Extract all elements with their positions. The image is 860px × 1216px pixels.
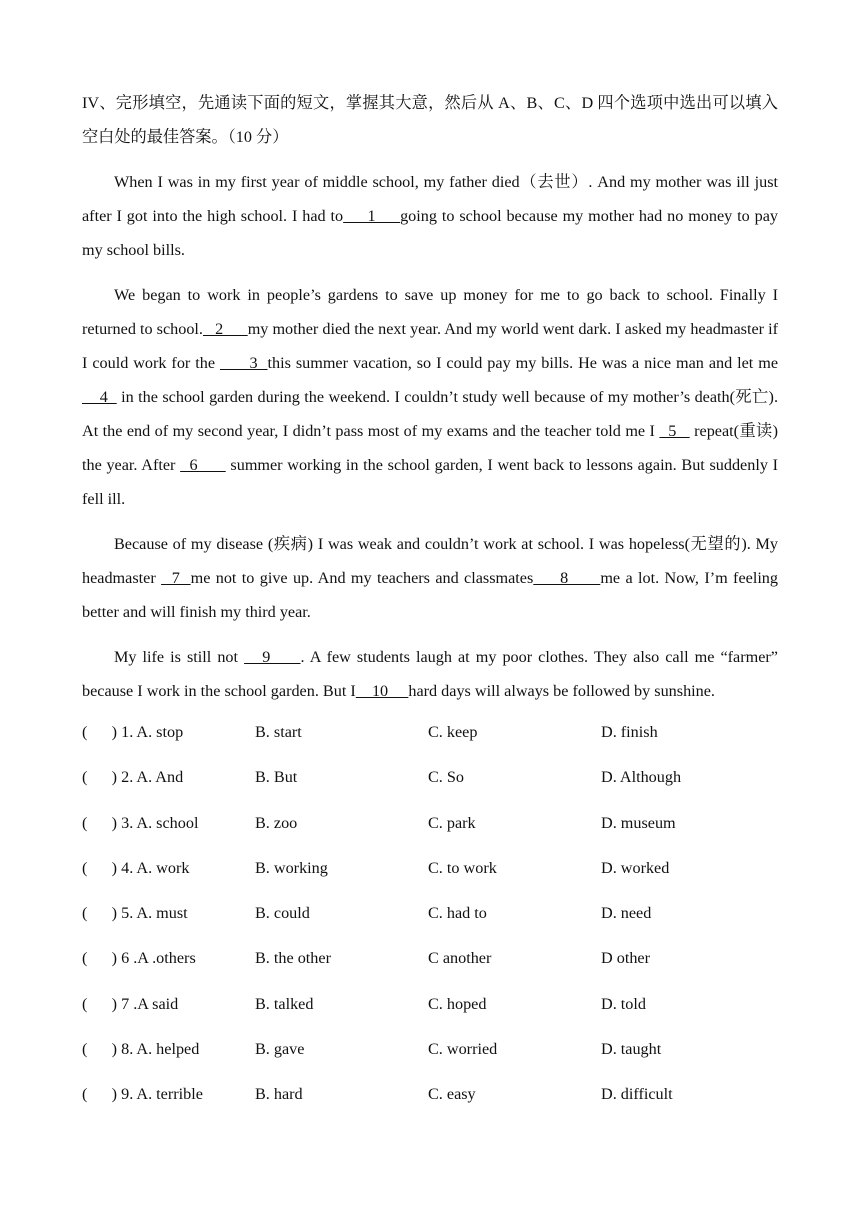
option-c: C. easy (428, 1085, 476, 1104)
option-c: C. So (428, 768, 464, 787)
option-c: C. had to (428, 904, 487, 923)
option-a: ( ) 9. A. terrible (82, 1085, 203, 1104)
passage-text: my mother died the next year. And my world went dark. I asked my headmaster if I could work for the (82, 320, 779, 372)
blank-6: 6 (180, 456, 226, 474)
option-a: ( ) 7 .A said (82, 994, 179, 1013)
option-a: ( ) 1. A. stop (82, 723, 184, 741)
option-a: ( ) 4. A. work (82, 858, 190, 877)
option-c: C. keep (428, 723, 478, 741)
option-b: B. hard (255, 1085, 303, 1104)
question-row (82, 896, 782, 941)
option-a: ( ) 3. A. school (82, 813, 199, 832)
section-instruction: IV、完形填空，先通读下面的短文，掌握其大意，然后从 A、B、C、D 四个选项中选出可以填入空白处的最佳答案。（10 分） (82, 94, 778, 146)
cloze-exercise (82, 86, 778, 708)
passage-text: Because of my disease (疾病) I was weak and couldn’t work at school. I was hopeless(无望的). My headmaster (82, 535, 778, 587)
passage-text: in the school garden during the weekend. I couldn’t study well because of my mother’s death(死亡). At the end of my second year, I didn’t pass most of my exams and the teacher told me I (82, 388, 778, 440)
blank-4: 4 (82, 388, 117, 406)
option-c: C another (428, 949, 492, 968)
question-row (82, 806, 782, 851)
question-row (82, 760, 782, 805)
blank-5: 5 (659, 422, 690, 440)
option-c: C. to work (428, 858, 497, 877)
passage-paragraph-2 (82, 278, 778, 516)
option-d: D. museum (601, 813, 676, 832)
passage-paragraph-4 (82, 640, 778, 708)
option-d: D. finish (601, 723, 658, 741)
blank-9: 9 (244, 648, 301, 666)
passage-text: We began to work in people’s gardens to save up money for me to go back to school. Finally I returned to school. (82, 286, 778, 338)
option-d: D. told (601, 994, 646, 1013)
passage-text: summer working in the school garden, I went back to lessons again. But suddenly I fell ill. (82, 456, 778, 508)
option-d: D. worked (601, 858, 670, 877)
passage-text: going to school because my mother had no money to pay my school bills. (82, 207, 779, 259)
blank-1: 1 (343, 207, 401, 225)
option-a: ( ) 5. A. must (82, 904, 188, 923)
blank-2: 2 (202, 320, 248, 338)
passage-text: When I was in my first year of middle school, my father died（去世）. And my mother was ill just after I got into the high school. I had to (82, 173, 778, 225)
option-b: B. start (255, 723, 302, 741)
option-c: C. park (428, 813, 476, 832)
passage-text: me not to give up. And my teachers and classmates (190, 569, 534, 587)
option-d: D other (601, 949, 650, 968)
passage-text: repeat(重读) the year. After (82, 422, 778, 474)
option-b: B. zoo (255, 813, 298, 832)
passage-paragraph-3 (82, 527, 778, 629)
passage-text: hard days will always be followed by sunshine. (408, 682, 715, 700)
passage-text: me a lot. Now, I’m feeling better and will finish my third year. (82, 569, 778, 621)
question-row (82, 987, 782, 1032)
blank-7: 7 (161, 569, 191, 587)
option-a: ( ) 2. A. And (82, 768, 184, 787)
passage-text: My life is still not (114, 648, 245, 666)
option-d: D. Although (601, 768, 682, 787)
option-d: D. taught (601, 1040, 662, 1059)
passage-text: this summer vacation, so I could pay my bills. He was a nice man and let me (267, 354, 779, 372)
answer-options (82, 715, 782, 1123)
option-b: B. gave (255, 1040, 305, 1059)
option-b: B. the other (255, 949, 331, 968)
blank-10: 10 (355, 682, 409, 700)
option-b: B. could (255, 904, 310, 923)
question-row (82, 1032, 782, 1077)
option-b: B. talked (255, 994, 314, 1013)
passage-text: . A few students laugh at my poor clothes. They also call me “farmer” because I work in the school garden. But I (82, 648, 778, 700)
question-row (82, 1077, 782, 1122)
option-a: ( ) 8. A. helped (82, 1040, 200, 1059)
option-b: B. But (255, 768, 298, 787)
option-c: C. hoped (428, 994, 487, 1013)
option-a: ( ) 6 .A .others (82, 949, 196, 968)
passage-paragraph-1 (82, 165, 778, 267)
blank-8: 8 (533, 569, 601, 587)
option-b: B. working (255, 858, 328, 877)
question-row (82, 715, 782, 760)
option-d: D. difficult (601, 1085, 673, 1104)
question-row (82, 941, 782, 986)
option-c: C. worried (428, 1040, 498, 1059)
blank-3: 3 (219, 354, 268, 372)
option-d: D. need (601, 904, 652, 923)
question-row (82, 851, 782, 896)
